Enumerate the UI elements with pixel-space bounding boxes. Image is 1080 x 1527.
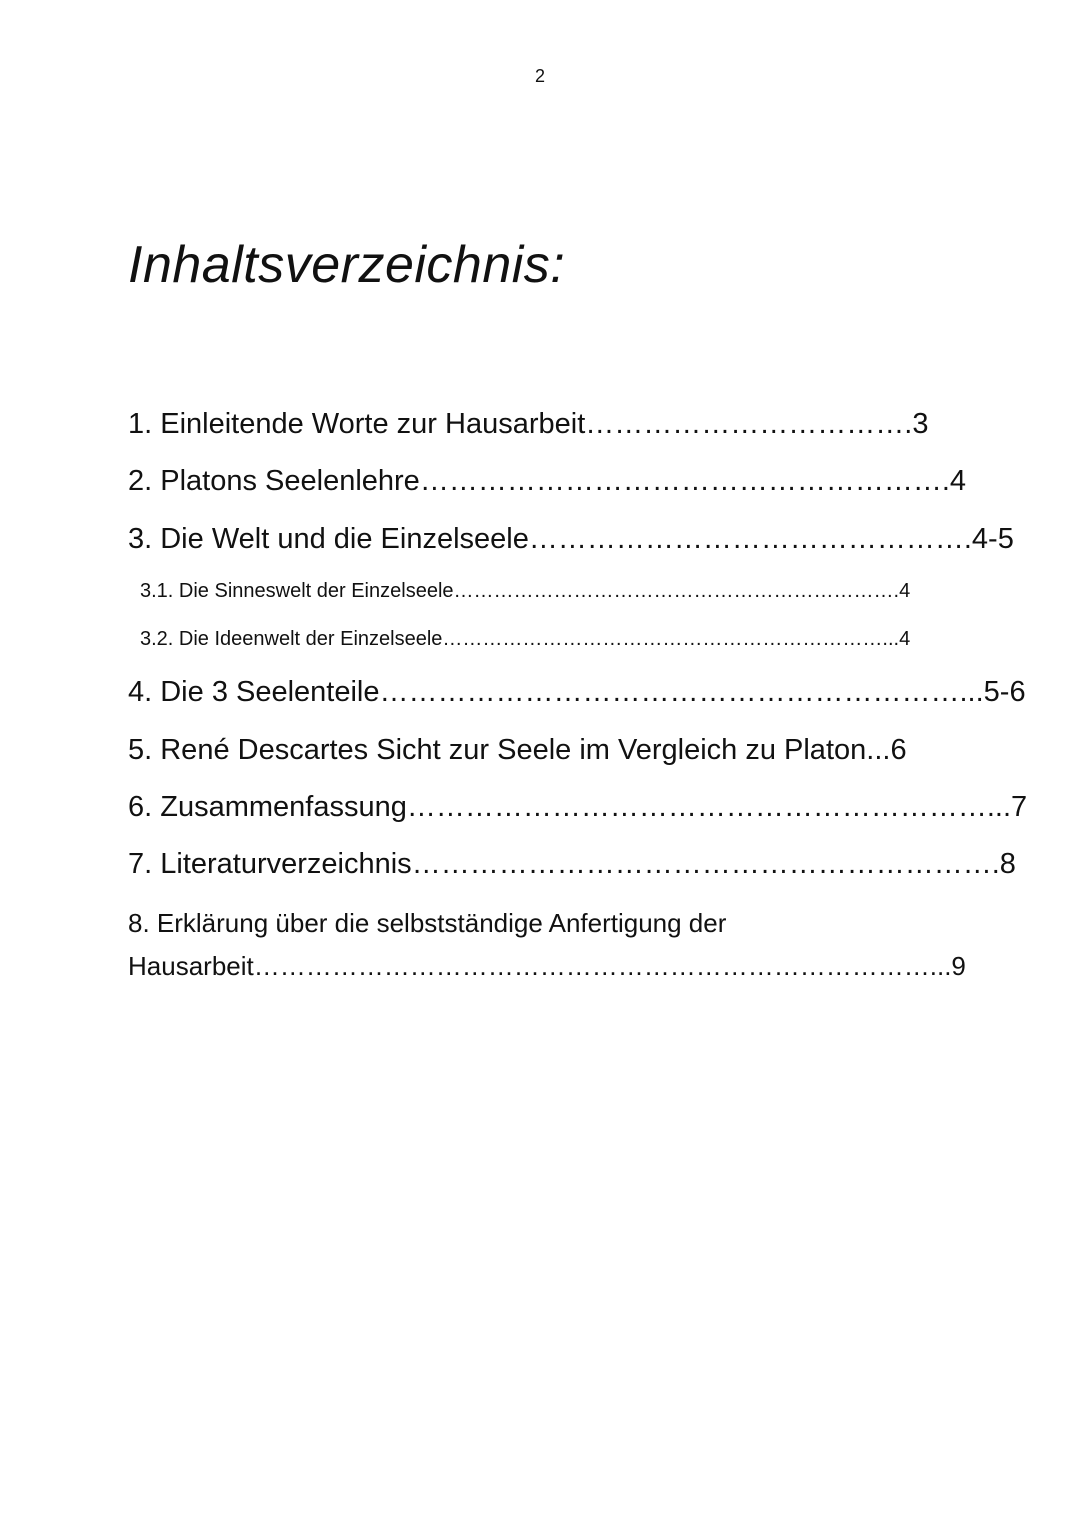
toc-entry-2[interactable] bbox=[128, 463, 966, 499]
toc-entry-text: 2. Platons Seelenlehre bbox=[128, 465, 420, 497]
toc-leader-dots: ………………………………………………………… bbox=[453, 580, 894, 602]
toc-entry-text: 8. Erklärung über die selbstständige Anfertigung der bbox=[128, 908, 727, 938]
toc-leader-dots: ……………………………………… bbox=[528, 523, 964, 555]
toc-leader-dots: ... bbox=[866, 734, 891, 766]
toc-leader-dots: ……………………………………………… bbox=[419, 465, 942, 497]
toc-entry-8[interactable] bbox=[128, 906, 726, 940]
toc-leader-dots: …………………………………………………… bbox=[411, 848, 992, 880]
toc-page-number: .4 bbox=[893, 580, 911, 602]
toc-page-number: 6 bbox=[890, 734, 907, 766]
toc-entry-text-line2: Hausarbeit bbox=[128, 951, 254, 981]
toc-entry-text: 6. Zusammenfassung bbox=[128, 791, 407, 823]
toc-page-number: .3 bbox=[904, 408, 929, 440]
toc-leader-dots: ………………………………………………………….. bbox=[442, 628, 894, 650]
toc-page-number: .9 bbox=[944, 951, 966, 981]
toc-entry-text: 3.1. Die Sinneswelt der Einzelseele bbox=[140, 580, 454, 602]
toc-page-number: .5-6 bbox=[975, 676, 1026, 708]
toc-page-number: .4 bbox=[941, 465, 966, 497]
toc-entry-3[interactable] bbox=[128, 521, 1014, 557]
toc-leader-dots: …………………………………………………….. bbox=[406, 791, 1003, 823]
toc-entry-text: 5. René Descartes Sicht zur Seele im Vergleich zu Platon bbox=[128, 734, 867, 766]
toc-entry-8-continuation[interactable] bbox=[128, 949, 966, 983]
toc-page-number: .8 bbox=[991, 848, 1016, 880]
toc-entry-1[interactable] bbox=[128, 406, 928, 442]
toc-entry-3-2[interactable] bbox=[140, 626, 910, 652]
toc-page-number: .4 bbox=[893, 628, 911, 650]
toc-title: Inhaltsverzeichnis: bbox=[128, 236, 566, 294]
toc-leader-dots: …………………………………………………………………….. bbox=[253, 951, 945, 981]
toc-page-number: .7 bbox=[1002, 791, 1028, 823]
toc-entry-7[interactable] bbox=[128, 846, 1016, 882]
toc-entry-text: 7. Literaturverzeichnis bbox=[128, 848, 412, 880]
toc-entry-text: 3.2. Die Ideenwelt der Einzelseele bbox=[140, 628, 443, 650]
toc-entry-text: 4. Die 3 Seelenteile bbox=[128, 676, 380, 708]
toc-entry-6[interactable] bbox=[128, 789, 1027, 825]
toc-entry-5[interactable] bbox=[128, 732, 907, 768]
toc-entry-4[interactable] bbox=[128, 674, 1026, 710]
toc-leader-dots: …………………………… bbox=[585, 408, 905, 440]
toc-entry-text: 1. Einleitende Worte zur Hausarbeit bbox=[128, 408, 586, 440]
toc-entry-3-1[interactable] bbox=[140, 578, 910, 604]
page-number: 2 bbox=[534, 66, 545, 86]
toc-page-number: .4-5 bbox=[963, 523, 1014, 555]
toc-entry-text: 3. Die Welt und die Einzelseele bbox=[128, 523, 529, 555]
toc-leader-dots: …………………………………………………….. bbox=[379, 676, 976, 708]
